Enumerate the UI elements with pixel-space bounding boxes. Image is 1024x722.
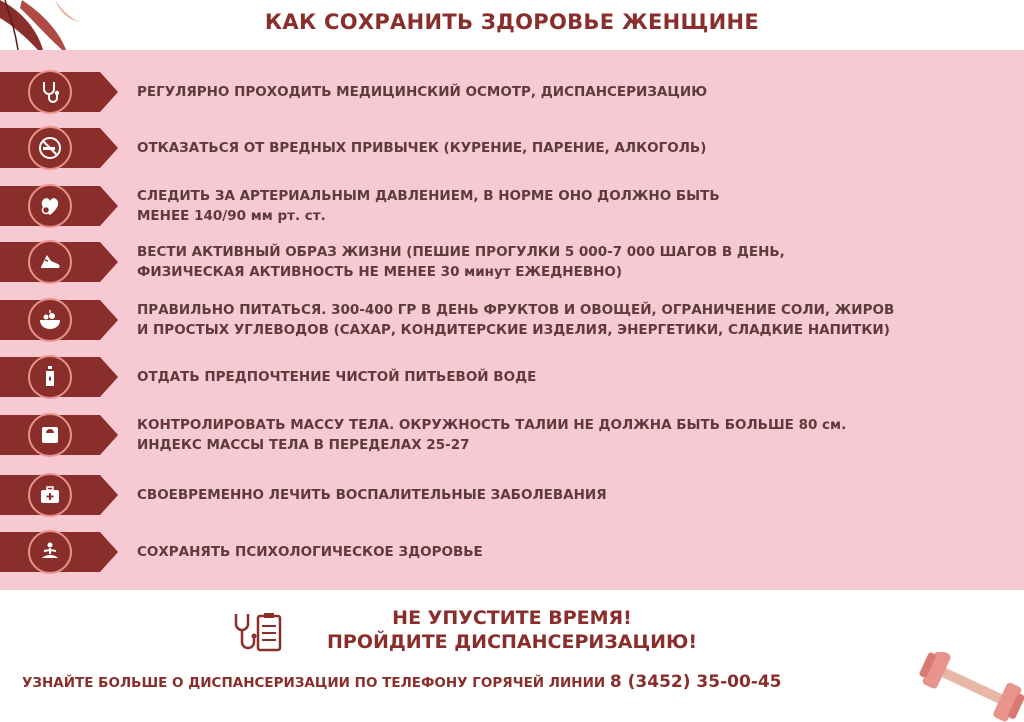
list-item-text: СВОЕВРЕМЕННО ЛЕЧИТЬ ВОСПАЛИТЕЛЬНЫЕ ЗАБОЛЕВАНИЯ (137, 487, 607, 503)
first-aid-kit-icon (28, 473, 72, 517)
list-item-text: РЕГУЛЯРНО ПРОХОДИТЬ МЕДИЦИНСКИЙ ОСМОТР, ДИСПАНСЕРИЗАЦИЮ (137, 84, 708, 100)
list-item (0, 70, 1024, 114)
list-item (0, 530, 1024, 574)
cta-line-1: НЕ УПУСТИТЕ ВРЕМЯ! (392, 607, 632, 629)
scale-icon (28, 413, 72, 457)
page-title: КАК СОХРАНИТЬ ЗДОРОВЬЕ ЖЕНЩИНЕ (264, 10, 760, 34)
stethoscope-icon (28, 70, 72, 114)
water-bottle-icon (28, 355, 72, 399)
list-item-text: ОТКАЗАТЬСЯ ОТ ВРЕДНЫХ ПРИВЫЧЕК (КУРЕНИЕ, ПАРЕНИЕ, АЛКОГОЛЬ) (137, 140, 707, 156)
list-item-text: СОХРАНЯТЬ ПСИХОЛОГИЧЕСКОЕ ЗДОРОВЬЕ (137, 544, 483, 560)
call-to-action (0, 606, 1024, 654)
dumbbell-icon (914, 652, 1024, 722)
list-item (0, 184, 1024, 228)
footer (22, 672, 782, 692)
list-item-text: КОНТРОЛИРОВАТЬ МАССУ ТЕЛА. ОКРУЖНОСТЬ ТАЛИИ НЕ ДОЛЖНА БЫТЬ БОЛЬШЕ 80 см. ИНДЕКС МАССЫ ТЕЛА В ПЕРЕДЕЛАХ 25-27 (137, 417, 847, 453)
list-item (0, 473, 1024, 517)
meditation-icon (28, 530, 72, 574)
recommendations-panel (0, 50, 1024, 590)
no-smoking-icon (28, 126, 72, 170)
list-item (0, 355, 1024, 399)
list-item (0, 413, 1024, 457)
list-item (0, 240, 1024, 284)
running-shoe-icon (28, 240, 72, 284)
salad-bowl-icon (28, 298, 72, 342)
blood-pressure-icon (28, 184, 72, 228)
list-item-text: СЛЕДИТЬ ЗА АРТЕРИАЛЬНЫМ ДАВЛЕНИЕМ, В НОРМЕ ОНО ДОЛЖНО БЫТЬ МЕНЕЕ 140/90 мм рт. ст. (137, 188, 720, 224)
list-item (0, 126, 1024, 170)
list-item-text: ПРАВИЛЬНО ПИТАТЬСЯ. 300-400 ГР В ДЕНЬ ФРУКТОВ И ОВОЩЕЙ, ОГРАНИЧЕНИЕ СОЛИ, ЖИРОВ И ПРОСТЫХ УГЛЕВОДОВ (САХАР, КОНДИТЕРСКИЕ ИЗДЕЛИЯ, ЭНЕРГЕТИКИ, СЛАДКИЕ НАПИТКИ) (137, 302, 895, 338)
list-item-text: ОТДАТЬ ПРЕДПОЧТЕНИЕ ЧИСТОЙ ПИТЬЕВОЙ ВОДЕ (137, 369, 537, 385)
list-item (0, 298, 1024, 342)
hotline-phone: 8 (3452) 35-00-45 (609, 672, 782, 692)
footer-text: УЗНАЙТЕ БОЛЬШЕ О ДИСПАНСЕРИЗАЦИИ ПО ТЕЛЕФОНУ ГОРЯЧЕЙ ЛИНИИ (22, 675, 606, 691)
list-item-text: ВЕСТИ АКТИВНЫЙ ОБРАЗ ЖИЗНИ (ПЕШИЕ ПРОГУЛКИ 5 000-7 000 ШАГОВ В ДЕНЬ, ФИЗИЧЕСКАЯ АКТИВНОСТЬ НЕ МЕНЕЕ 30 минут ЕЖЕДНЕВНО) (137, 244, 785, 280)
cta-line-2: ПРОЙДИТЕ ДИСПАНСЕРИЗАЦИЮ! (327, 631, 697, 653)
